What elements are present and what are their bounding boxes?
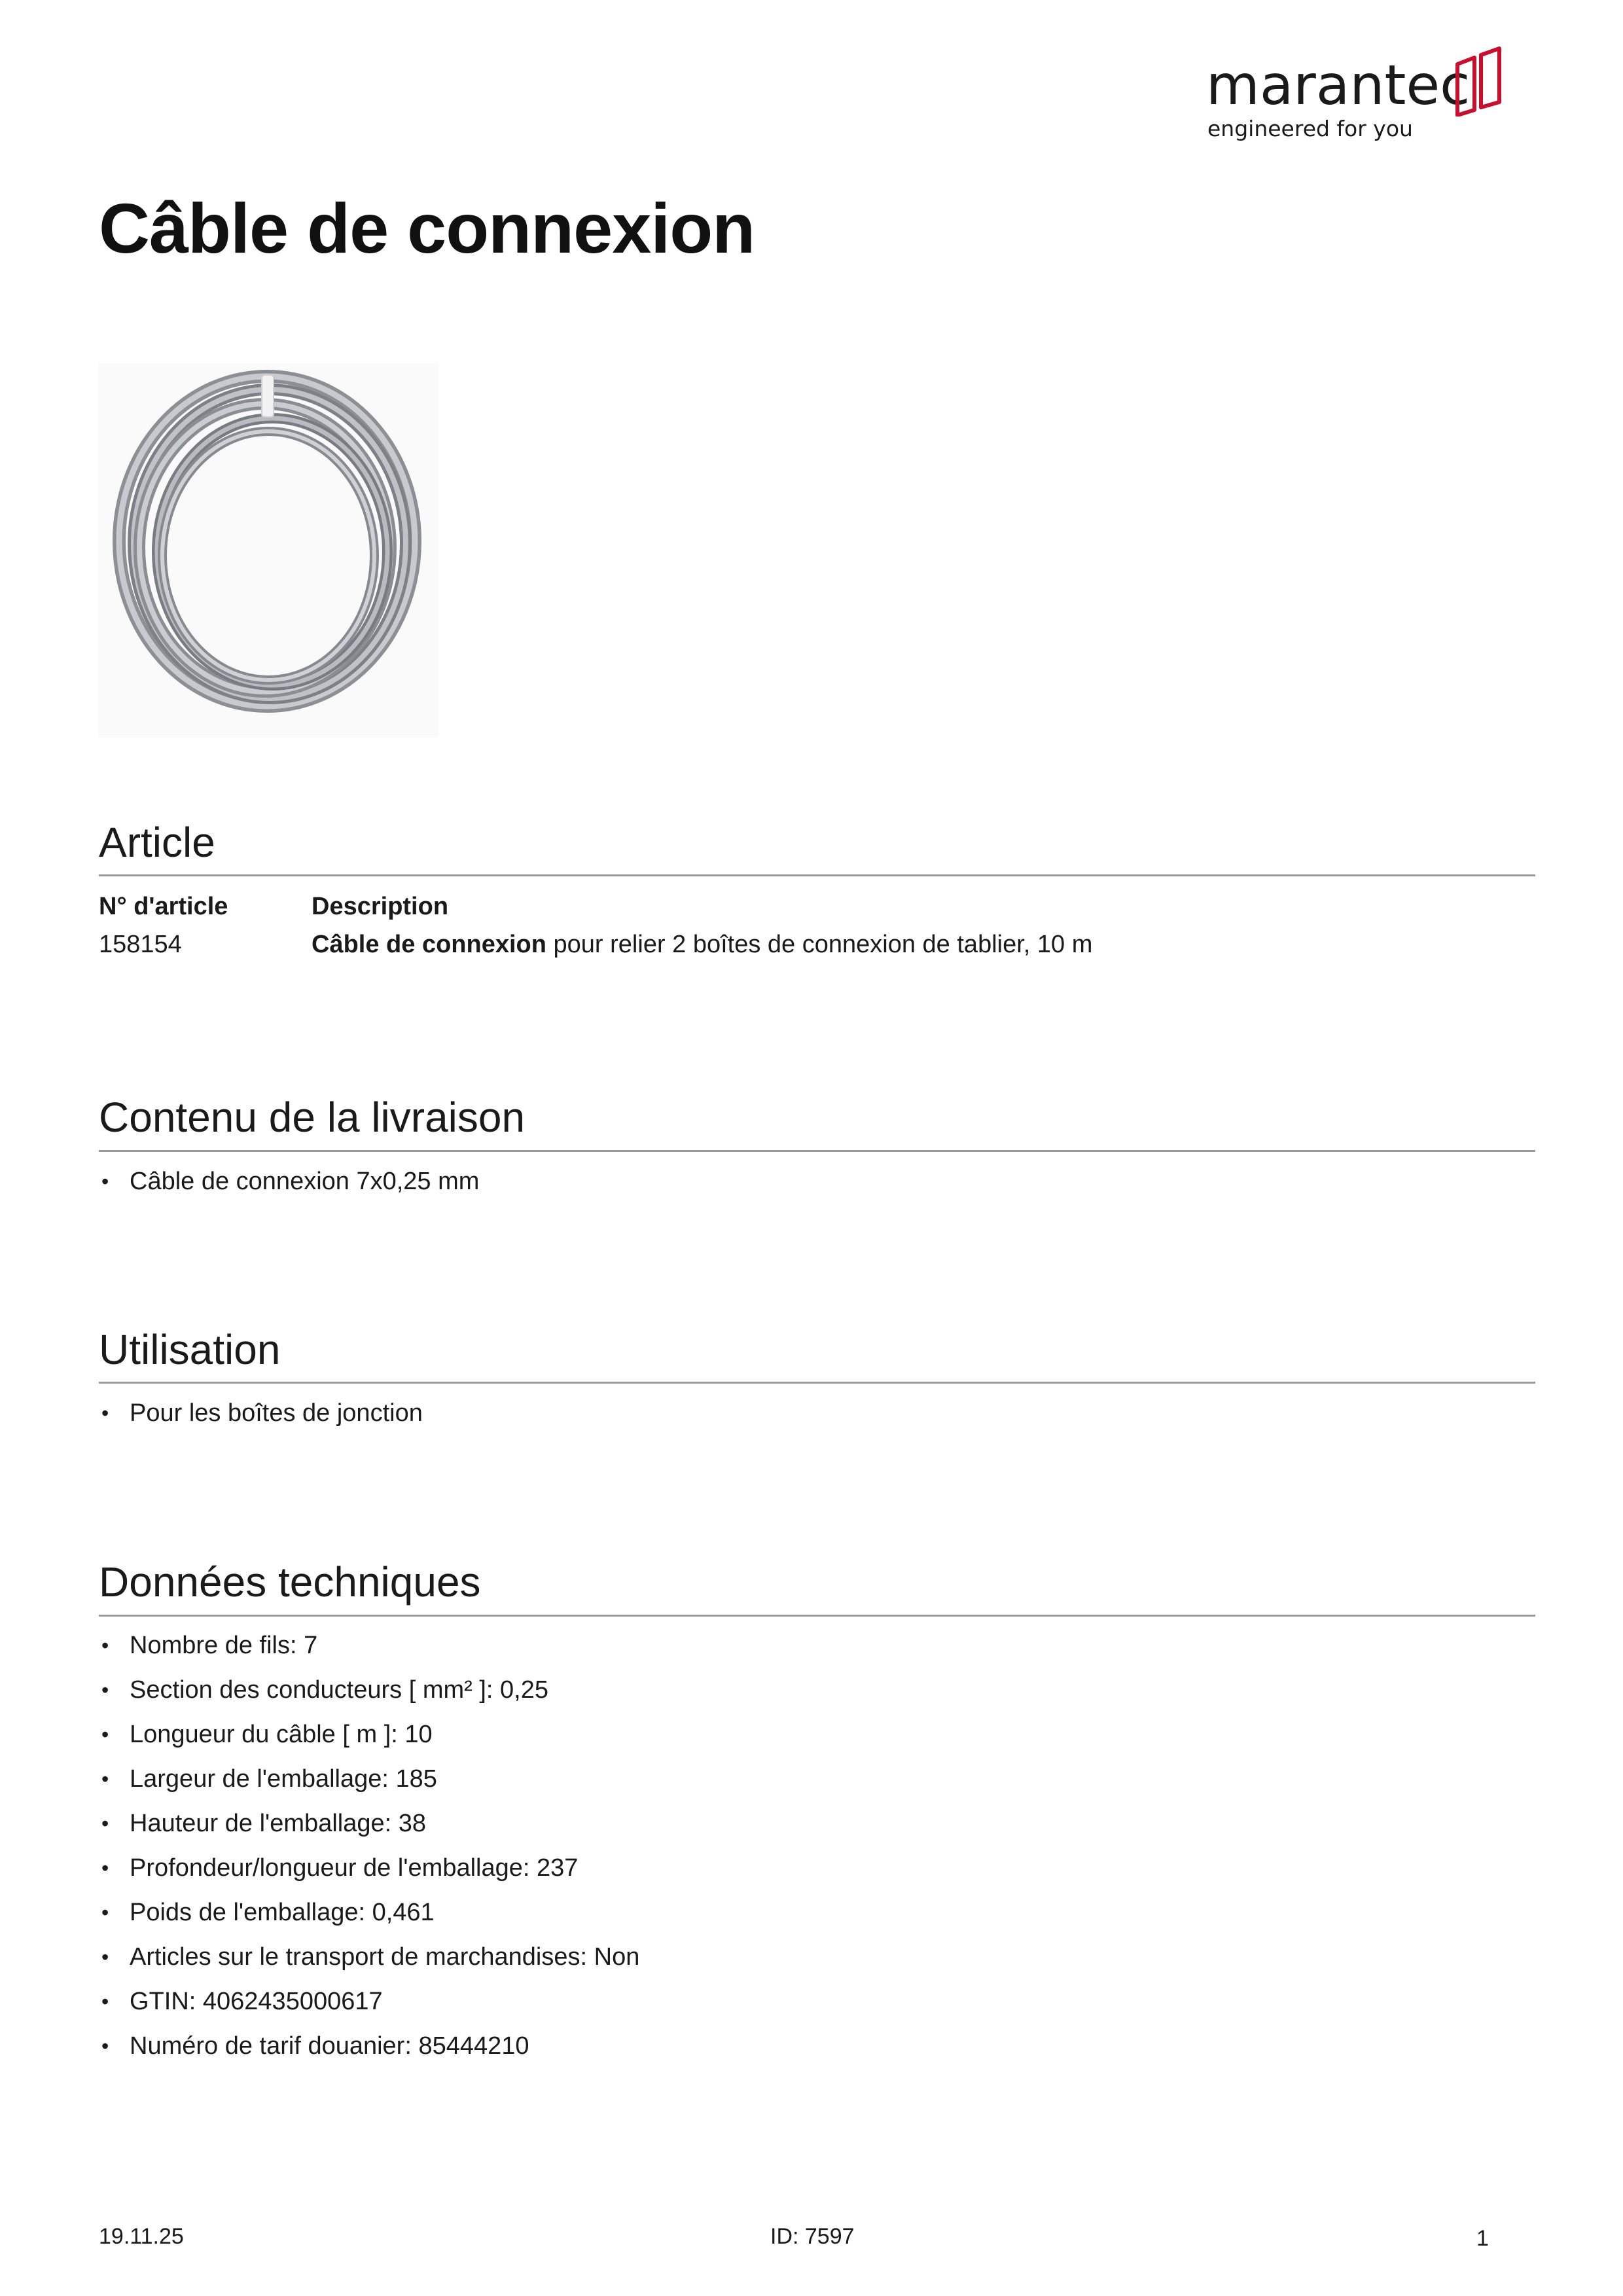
divider [99, 1382, 1535, 1384]
divider [99, 1615, 1535, 1617]
list-item: • Hauteur de l'emballage: 38 [99, 1801, 639, 1846]
brand-logo [1206, 45, 1507, 149]
list-item: • Articles sur le transport de marchandises: Non [99, 1935, 639, 1979]
delivery-heading: Contenu de la livraison [99, 1094, 526, 1141]
list-item: • Pour les boîtes de jonction [99, 1391, 423, 1435]
list-item: • Numéro de tarif douanier: 85444210 [99, 2024, 639, 2068]
technical-list [99, 1623, 639, 2068]
brand-name: marantec [1206, 53, 1471, 117]
usage-heading: Utilisation [99, 1326, 281, 1373]
door-mark-icon [1455, 45, 1502, 117]
footer-date: 19.11.25 [99, 2224, 184, 2249]
delivery-list [99, 1159, 479, 1204]
description-text: pour relier 2 boîtes de connexion de tablier, 10 m [546, 931, 1093, 958]
technical-heading: Données techniques [99, 1558, 481, 1605]
description-header: Description [312, 893, 449, 920]
list-item: • Poids de l'emballage: 0,461 [99, 1890, 639, 1935]
article-description [312, 932, 1092, 957]
list-item: • Nombre de fils: 7 [99, 1623, 639, 1668]
list-item: • Longueur du câble [ m ]: 10 [99, 1712, 639, 1757]
article-number-header: N° d'article [99, 893, 228, 920]
usage-list [99, 1391, 423, 1435]
list-item: • GTIN: 4062435000617 [99, 1979, 639, 2024]
list-item: • Section des conducteurs [ mm² ]: 0,25 [99, 1668, 639, 1712]
page-title: Câble de connexion [99, 188, 755, 268]
description-product-name: Câble de connexion [312, 931, 546, 958]
page-number: 1 [1476, 2226, 1489, 2251]
list-item: • Largeur de l'emballage: 185 [99, 1757, 639, 1801]
list-item: • Câble de connexion 7x0,25 mm [99, 1159, 479, 1204]
divider [99, 874, 1535, 876]
article-heading: Article [99, 819, 215, 866]
cable-coil-photo [98, 363, 438, 738]
brand-tagline: engineered for you [1207, 116, 1413, 141]
list-item: • Profondeur/longueur de l'emballage: 237 [99, 1846, 639, 1890]
divider [99, 1150, 1535, 1152]
article-number: 158154 [99, 931, 182, 958]
footer-id: ID: 7597 [770, 2224, 855, 2249]
